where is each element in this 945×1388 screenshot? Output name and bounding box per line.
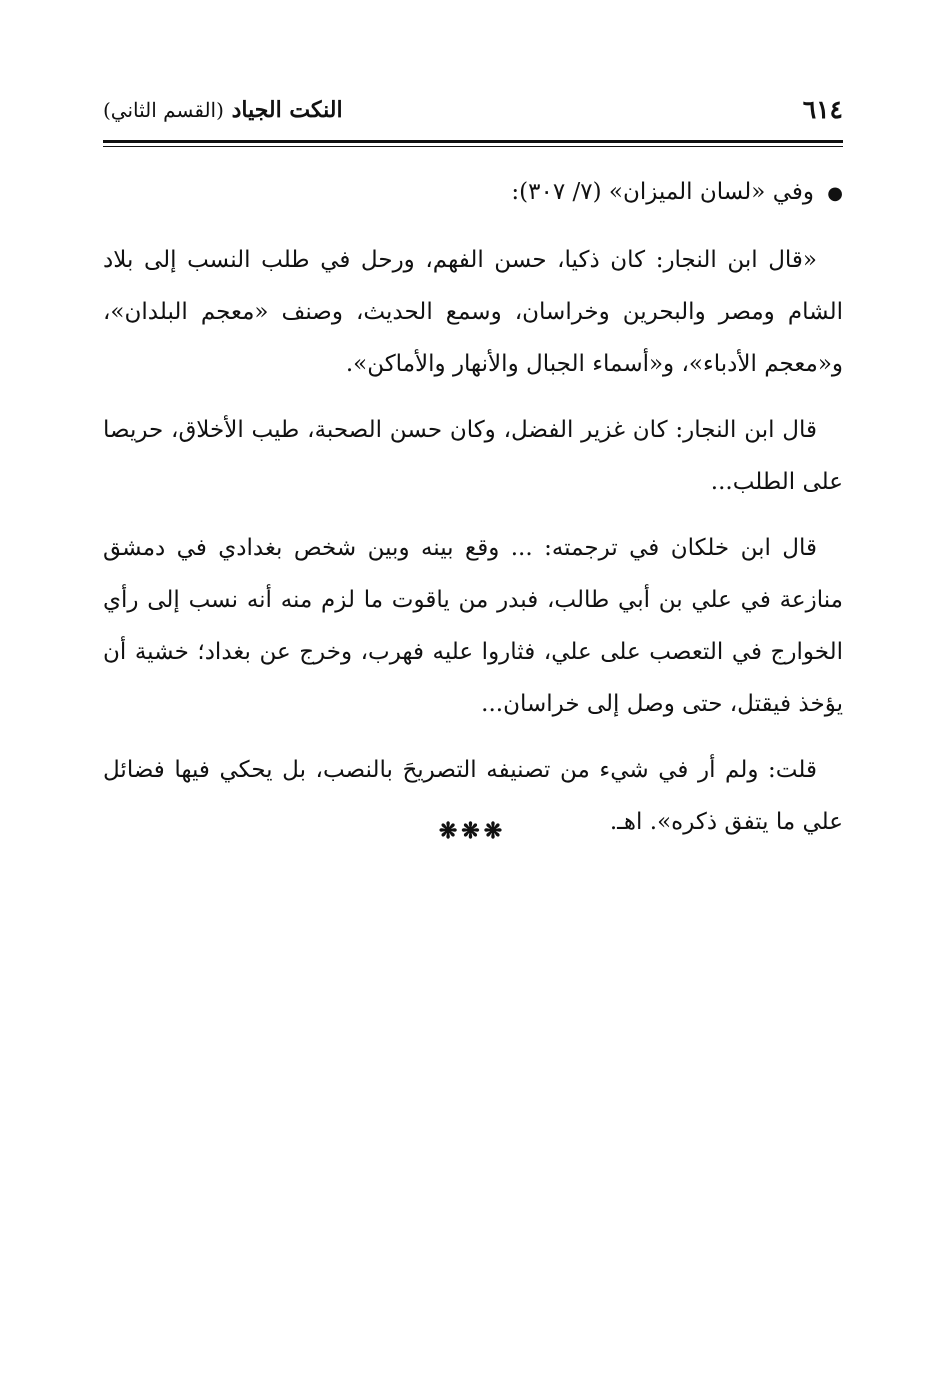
running-title [103,92,343,128]
page-body [103,166,843,862]
header-rule-thin [103,146,843,147]
section-separator: ❋❋❋ [438,818,507,844]
source-citation-text: وفي «لسان الميزان» (٧/ ٣٠٧): [511,179,814,205]
paragraph: قال ابن خلكان في ترجمته: ... وقع بينه وبين شخص بغدادي في دمشق منازعة في علي بن أبي طالب، فبدر من ياقوت ما لزم منه أنه نسب إلى رأي الخوارج في التعصب على علي، فثاروا عليه فهرب، وخرج عن بغداد؛ خشية أن يؤخذ فيقتل، حتى وصل إلى خراسان... [103,535,843,717]
book-title: النكت الجياد [231,97,343,123]
bullet-icon: ● [827,183,843,204]
page-number: ٦١٤ [802,95,843,124]
paragraph: «قال ابن النجار: كان ذكيا، حسن الفهم، ورحل في طلب النسب إلى بلاد الشام ومصر والبحرين وخراسان، وسمع الحديث، وصنف «معجم البلدان»، و«معجم الأدباء»، و«أسماء الجبال والأنهار والأماكن». [103,247,843,377]
source-citation [103,166,843,220]
page-header [103,92,843,132]
paragraph: قال ابن النجار: كان غزير الفضل، وكان حسن الصحبة، طيب الأخلاق، حريصا على الطلب... [103,417,843,495]
section-label: (القسم الثاني) [103,98,224,122]
header-rule-thick [103,140,843,143]
paragraph: قلت: ولم أر في شيء من تصنيفه التصريحَ بالنصب، بل يحكي فيها فضائل علي ما يتفق ذكره». اهـ. [103,757,843,835]
